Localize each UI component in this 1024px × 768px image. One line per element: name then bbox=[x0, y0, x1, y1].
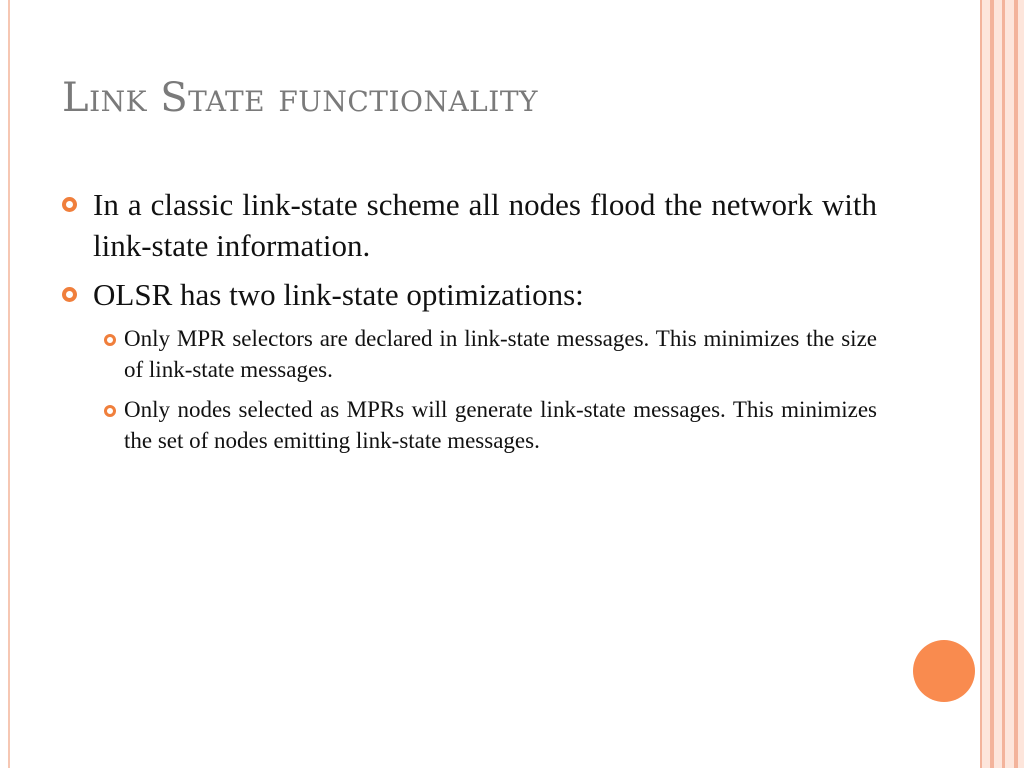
bullet-item bbox=[62, 184, 877, 266]
sub-bullet-text: Only nodes selected as MPRs will generate link-state messages. This minimizes the set of nodes emitting link-state messages. bbox=[124, 397, 877, 453]
left-border-stripe bbox=[8, 0, 10, 768]
orange-circle-icon bbox=[913, 640, 975, 702]
bullet-text: In a classic link-state scheme all nodes flood the network with link-state information. bbox=[93, 187, 877, 263]
sub-bullet-text: Only MPR selectors are declared in link-state messages. This minimizes the size of link-state messages. bbox=[124, 326, 877, 382]
sub-bullet-item bbox=[62, 394, 877, 456]
ring-bullet-icon bbox=[62, 197, 77, 212]
ring-bullet-icon bbox=[104, 405, 116, 417]
bullet-text: OLSR has two link-state optimizations: bbox=[93, 277, 584, 312]
slide-title: Link State functionality bbox=[62, 75, 538, 121]
slide-body bbox=[62, 184, 877, 465]
ring-bullet-icon bbox=[104, 334, 116, 346]
right-border-line bbox=[980, 0, 982, 768]
ring-bullet-icon bbox=[62, 287, 77, 302]
right-border-line bbox=[1014, 0, 1018, 768]
sub-bullet-item bbox=[62, 323, 877, 385]
bullet-item bbox=[62, 274, 877, 315]
right-border-line bbox=[1002, 0, 1005, 768]
right-border-line bbox=[990, 0, 994, 768]
